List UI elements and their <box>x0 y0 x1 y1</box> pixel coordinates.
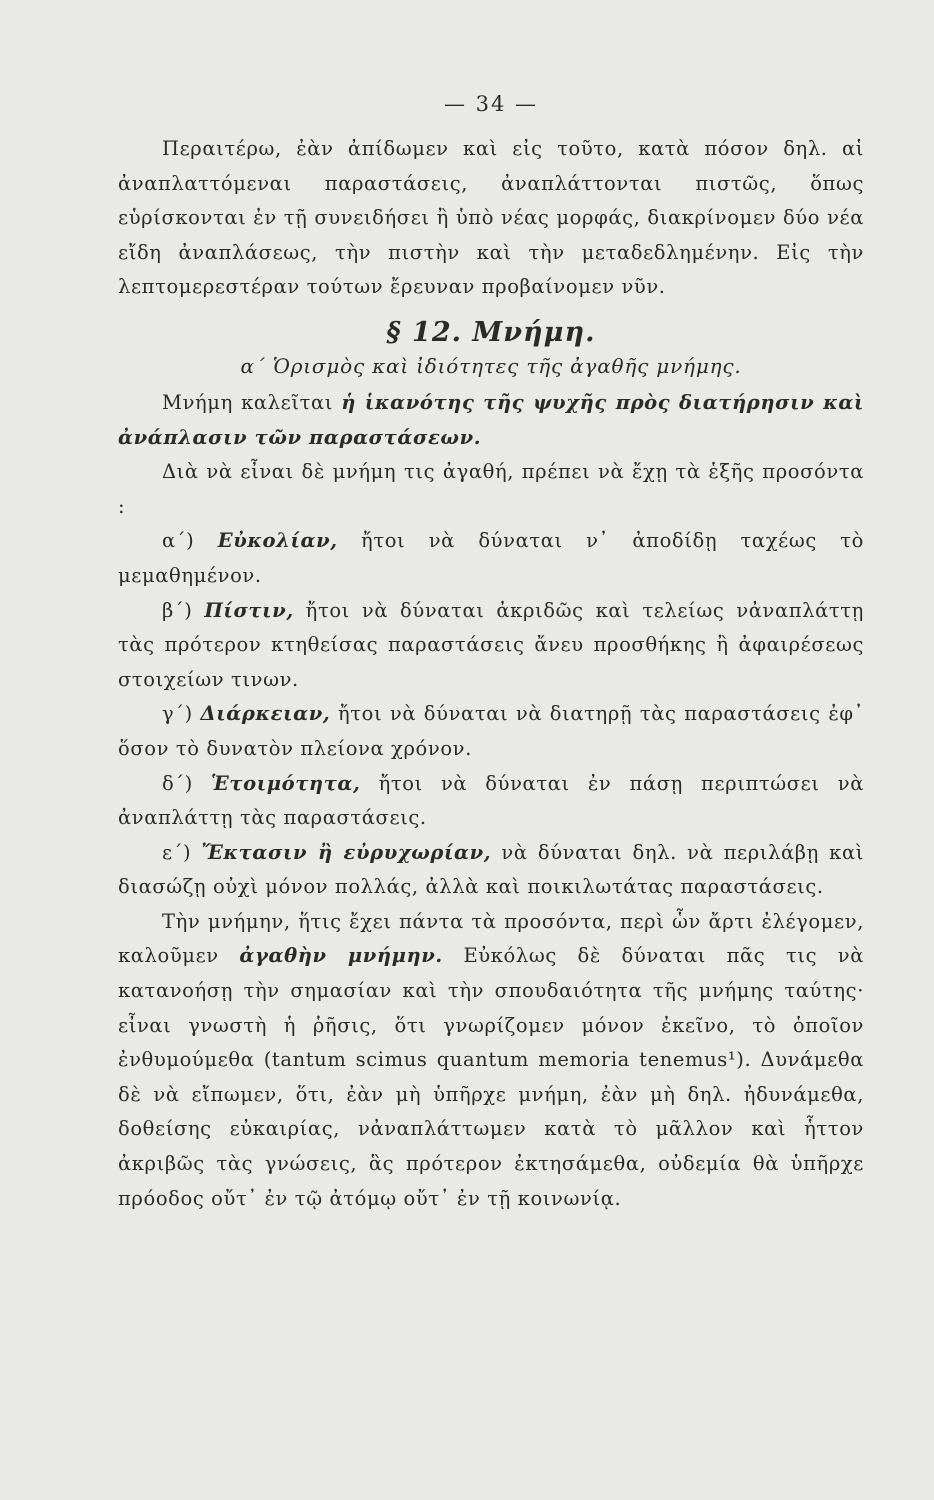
item-term: Ἑτοιμότητα, <box>211 771 361 795</box>
closing-part-2: Εὐκόλως δὲ δύναται πᾶς τις νὰ κατανοήσῃ τὴν σημασίαν καὶ τὴν σπουδαιότητα τῆς μνήμης ταύτης· εἶναι γνωστὴ ἡ ῥῆσις, ὅτι γνωρίζομεν μόνον ἐκεῖνο, τὸ ὁποῖον ἐνθυμούμεθα (tantum scimus quantum memoria tenemus¹). Δυνάμεθα δὲ νὰ εἴπωμεν, ὅτι, ἐὰν μὴ ὑπῆρχε μνήμη, ἐὰν μὴ δηλ. ἠδυνάμεθα, δοθείσης εὐκαιρίας, νἀναπλάττωμεν κατὰ τὸ μᾶλλον καὶ ἧττον ἀκριβῶς τὰς γνώσεις, ἃς πρότερον ἐκτησάμεθα, οὐδεμία θὰ ὑπῆρχε πρόοδος οὔτ᾽ ἐν τῷ ἀτόμῳ οὔτ᾽ ἐν τῇ κοινωνίᾳ. <box>118 944 864 1210</box>
item-text: νὰ δύναται δηλ. νὰ περιλάβῃ καὶ διασώζῃ οὐχὶ μόνον πολλάς, ἀλλὰ καὶ ποικιλωτάτας παραστάσεις. <box>118 840 864 899</box>
item-term: Πίστιν, <box>204 598 294 622</box>
item-text: ἤτοι νὰ δύναται νὰ διατηρῇ τὰς παραστάσεις ἐφ᾽ ὅσον τὸ δυνατὸν πλείονα χρόνον. <box>118 702 864 760</box>
definition-paragraph <box>118 386 864 455</box>
item-text: ἤτοι νὰ δύναται ν᾽ ἀποδίδῃ ταχέως τὸ μεμαθημένον. <box>118 529 864 587</box>
book-page <box>118 92 864 1216</box>
item-marker: δ´) <box>162 771 193 795</box>
page-number: — 34 — <box>443 92 539 116</box>
item-marker: β´) <box>162 598 193 622</box>
intro-paragraph: Περαιτέρω, ἐὰν ἀπίδωμεν καὶ εἰς τοῦτο, κατὰ πόσον δηλ. αἱ ἀναπλαττόμεναι παραστάσεις, ἀναπλάττονται πιστῶς, ὅπως εὑρίσκονται ἐν τῇ συνειδήσει ἢ ὑπὸ νέας μορφάς, διακρίνομεν δύο νέα εἴδη ἀναπλάσεως, τὴν πιστὴν καὶ τὴν μεταδεδλημένην. Εἰς τὴν λεπτομερεστέραν τούτων ἔρευναν προβαίνομεν νῦν. <box>118 137 864 299</box>
section-heading: § 12. Μνήμη. <box>386 316 596 348</box>
list-item <box>118 524 864 593</box>
item-marker: α´) <box>162 529 195 553</box>
subsection-heading: α´ Ὁρισμὸς καὶ ἰδιότητες τῆς ἀγαθῆς μνήμης. <box>240 353 742 378</box>
closing-paragraph <box>118 905 864 1216</box>
list-item <box>118 697 864 766</box>
item-term: Διάρκειαν, <box>200 702 331 726</box>
list-item <box>118 767 864 836</box>
list-item <box>118 836 864 905</box>
item-text: ἤτοι νὰ δύναται ἐν πάσῃ περιπτώσει νὰ ἀναπλάττῃ τὰς παραστάσεις. <box>118 771 864 830</box>
item-marker: γ´) <box>162 702 193 726</box>
item-marker: ε´) <box>162 840 192 864</box>
item-text: ἤτοι νὰ δύναται ἀκριδῶς καὶ τελείως νἀναπλάττῃ τὰς πρότερον κτηθείσας παραστάσεις ἄνευ προσθήκης ἢ ἀφαιρέσεως στοιχείων τινων. <box>118 598 864 691</box>
closing-part-1: Τὴν μνήμην, ἥτις ἔχει πάντα τὰ προσόντα, περὶ ὧν ἄρτι ἐλέγομεν, καλοῦμεν <box>118 909 864 968</box>
closing-emphasis: ἀγαθὴν μνήμην. <box>239 944 443 968</box>
definition-lead: Μνήμη καλεῖται <box>162 390 333 414</box>
list-item <box>118 594 864 698</box>
item-term: Ἔκτασιν ἢ εὐρυχωρίαν, <box>201 840 492 864</box>
item-term: Εὐκολίαν, <box>217 529 338 553</box>
definition-emphasis: ἡ ἱκανότης τῆς ψυχῆς πρὸς διατήρησιν καὶ ἀνάπλασιν τῶν παραστάσεων. <box>118 390 864 449</box>
requirements-intro: Διὰ νὰ εἶναι δὲ μνήμη τις ἀγαθή, πρέπει νὰ ἔχῃ τὰ ἑξῆς προσόντα : <box>118 460 864 518</box>
